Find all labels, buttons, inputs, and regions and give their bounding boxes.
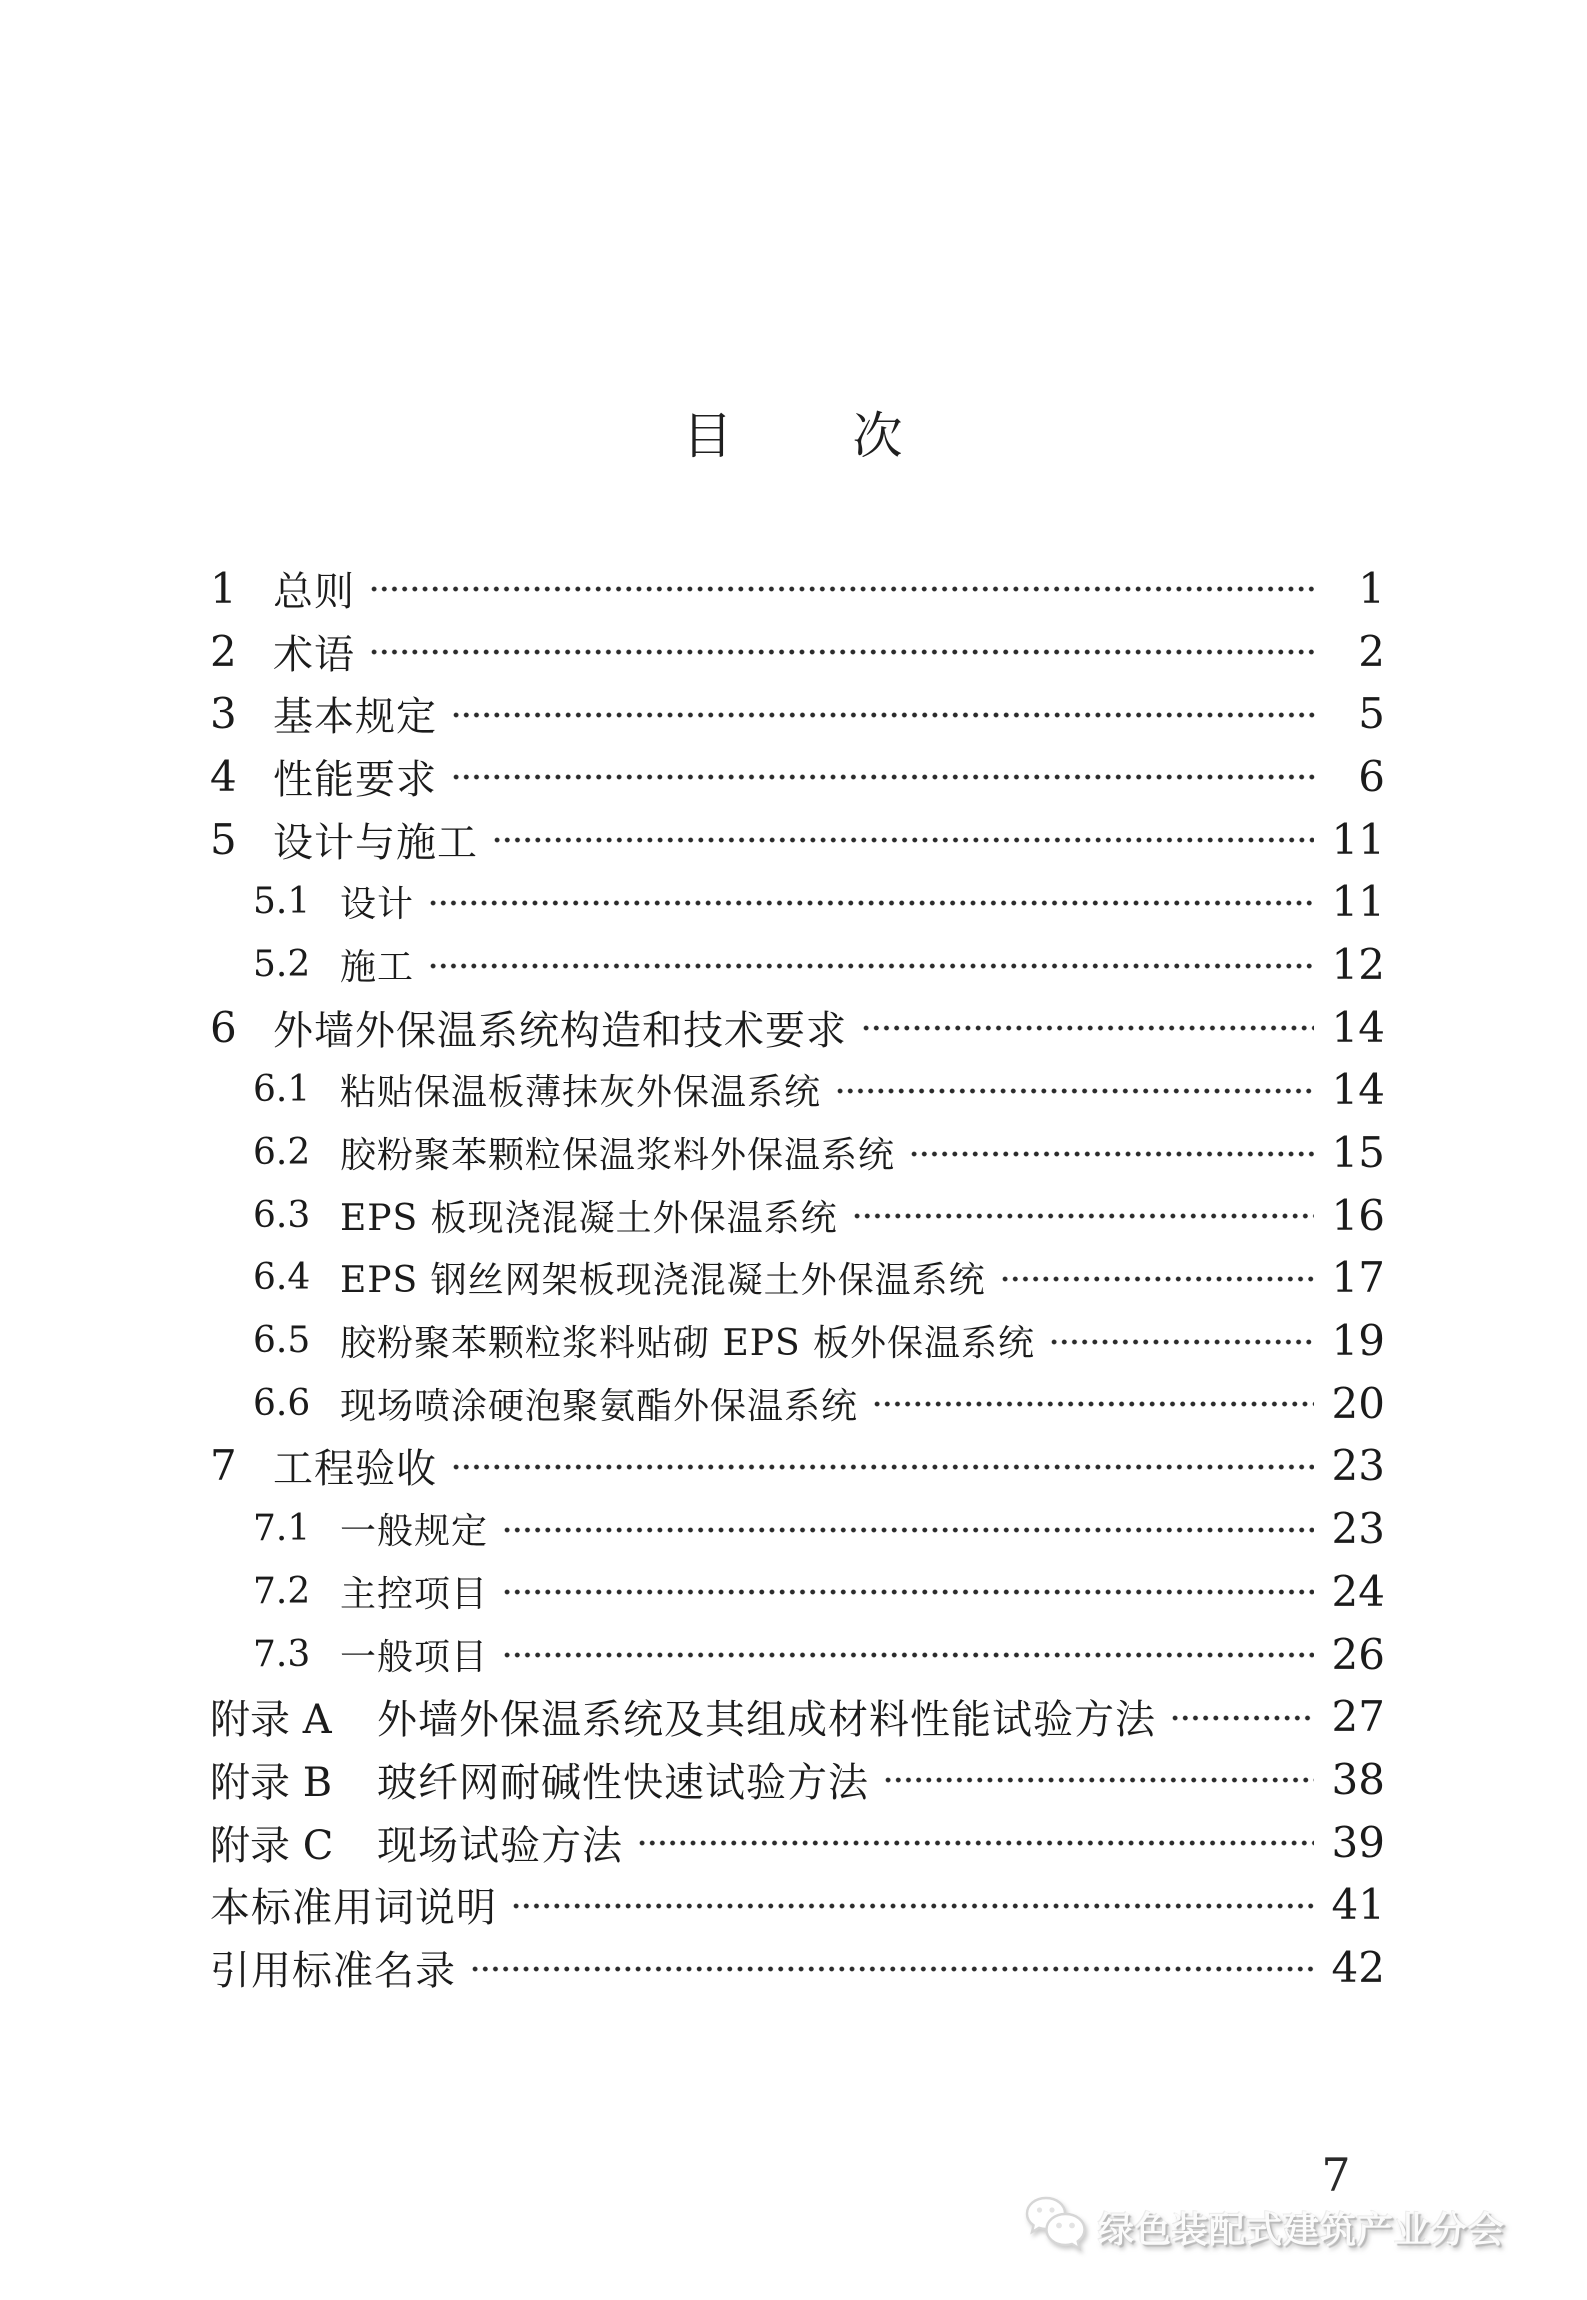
page-title: 目 次 — [682, 407, 905, 465]
dot-leader — [883, 1748, 1314, 1811]
dot-leader — [369, 557, 1315, 620]
toc-entry — [210, 620, 1385, 683]
toc-entry-page: 38 — [1331, 1754, 1385, 1804]
toc-entry-page: 12 — [1331, 939, 1385, 989]
toc-entry-title: 设计与施工 — [273, 819, 478, 866]
dot-leader — [861, 996, 1314, 1059]
toc-entry-title: 胶粉聚苯颗粒浆料贴砌 EPS 板外保温系统 — [340, 1323, 1036, 1365]
toc-entry-number: 5 — [210, 814, 237, 864]
toc-entry-title: EPS 板现浇混凝土外保温系统 — [340, 1197, 838, 1239]
toc-entry — [210, 1748, 1385, 1811]
toc-entry-title: 工程验收 — [273, 1446, 437, 1493]
toc-entry-page: 20 — [1331, 1378, 1385, 1428]
toc-entry-title: 本标准用词说明 — [210, 1885, 497, 1932]
toc-entry-number: 5.1 — [253, 881, 311, 923]
toc-entry-number: 7.3 — [253, 1633, 311, 1675]
toc-entry-title: 胶粉聚苯颗粒保温浆料外保温系统 — [340, 1135, 896, 1177]
toc-entry-number: 1 — [210, 563, 237, 613]
toc-entry-number: 6.1 — [253, 1069, 311, 1111]
toc-entry-page: 41 — [1331, 1880, 1385, 1930]
dot-leader — [852, 1184, 1314, 1247]
toc-entry-number: 3 — [210, 689, 237, 739]
toc-entry-page: 14 — [1331, 1002, 1385, 1052]
dot-leader — [909, 1121, 1314, 1184]
dot-leader — [451, 1435, 1314, 1498]
toc-entry-number: 2 — [210, 626, 237, 676]
toc-entry — [210, 808, 1385, 871]
watermark-text: 绿色装配式建筑产业分会 — [1098, 2208, 1506, 2250]
toc-entry-number: 6.6 — [253, 1382, 311, 1424]
toc-entry-title: 现场试验方法 — [377, 1822, 623, 1869]
toc-entry-title: 外墙外保温系统构造和技术要求 — [273, 1007, 847, 1054]
toc-entry-number: 7.1 — [253, 1508, 311, 1550]
toc-entry-number: 附录 C — [210, 1822, 334, 1869]
toc-entry — [210, 870, 1385, 933]
dot-leader — [451, 745, 1315, 808]
toc-entry — [210, 557, 1385, 620]
toc-entry — [210, 1372, 1385, 1435]
toc-entry — [210, 1497, 1385, 1560]
toc-entry-page: 14 — [1331, 1065, 1385, 1115]
toc-entry-page: 19 — [1331, 1316, 1385, 1366]
dot-leader — [511, 1873, 1314, 1936]
dot-leader — [637, 1811, 1314, 1874]
toc-entry-page: 23 — [1331, 1504, 1385, 1554]
toc-entry-page: 27 — [1331, 1692, 1385, 1742]
toc-entry-page: 24 — [1331, 1566, 1385, 1616]
toc-entry-page: 5 — [1358, 689, 1385, 739]
toc-entry-page: 39 — [1331, 1817, 1385, 1867]
dot-leader — [502, 1623, 1314, 1686]
toc-entry — [210, 682, 1385, 745]
toc-entry-title: EPS 钢丝网架板现浇混凝土外保温系统 — [340, 1260, 986, 1302]
toc-entry — [210, 1059, 1385, 1122]
toc-entry-number: 6.2 — [253, 1132, 311, 1174]
toc-entry-title: 一般规定 — [340, 1511, 489, 1553]
toc-entry-title: 粘贴保温板薄抹灰外保温系统 — [340, 1072, 822, 1114]
dot-leader — [1000, 1247, 1314, 1310]
dot-leader — [451, 682, 1315, 745]
toc-entry-title: 设计 — [340, 884, 415, 926]
toc-entry — [210, 1873, 1385, 1936]
toc-list — [210, 557, 1385, 1999]
toc-entry-number: 5.2 — [253, 943, 311, 985]
toc-entry-number: 4 — [210, 751, 237, 801]
toc-entry-title: 性能要求 — [273, 756, 437, 803]
dot-leader — [470, 1936, 1314, 1999]
toc-entry-page: 23 — [1331, 1441, 1385, 1491]
toc-entry — [210, 1184, 1385, 1247]
toc-entry-page: 11 — [1331, 814, 1385, 864]
dot-leader — [502, 1560, 1314, 1623]
dot-leader — [872, 1372, 1314, 1435]
toc-entry-page: 11 — [1331, 877, 1385, 927]
toc-entry-number: 附录 A — [210, 1697, 332, 1744]
toc-entry-number: 6.3 — [253, 1194, 311, 1236]
toc-entry-page: 16 — [1331, 1190, 1385, 1240]
toc-entry — [210, 1560, 1385, 1623]
wechat-icon — [1022, 2194, 1088, 2260]
toc-entry-title: 一般项目 — [340, 1636, 489, 1678]
toc-entry — [210, 1309, 1385, 1372]
toc-entry-number: 6.4 — [253, 1257, 311, 1299]
toc-entry — [210, 1685, 1385, 1748]
toc-entry-title: 主控项目 — [340, 1573, 489, 1615]
toc-entry-title: 玻纤网耐碱性快速试验方法 — [377, 1759, 869, 1806]
watermark — [1022, 2192, 1505, 2262]
toc-entry-number: 7 — [210, 1441, 237, 1491]
toc-entry — [210, 1623, 1385, 1686]
toc-entry — [210, 1247, 1385, 1310]
dot-leader — [1170, 1685, 1314, 1748]
toc-entry-page: 2 — [1358, 626, 1385, 676]
toc-entry-page: 6 — [1358, 751, 1385, 801]
toc-entry-page: 26 — [1331, 1629, 1385, 1679]
dot-leader — [1049, 1309, 1313, 1372]
toc-entry — [210, 745, 1385, 808]
toc-entry-page: 42 — [1331, 1942, 1385, 1992]
toc-entry-title: 现场喷涂硬泡聚氨酯外保温系统 — [340, 1385, 859, 1427]
page-number: 7 — [1321, 2148, 1351, 2202]
toc-entry — [210, 1811, 1385, 1874]
toc-entry-number: 7.2 — [253, 1570, 311, 1612]
dot-leader — [428, 870, 1314, 933]
toc-entry-number: 6 — [210, 1002, 237, 1052]
toc-entry-title: 术语 — [273, 631, 355, 678]
toc-entry-page: 17 — [1331, 1253, 1385, 1303]
toc-entry-title: 引用标准名录 — [210, 1947, 456, 1994]
dot-leader — [835, 1059, 1314, 1122]
toc-entry-title: 基本规定 — [273, 694, 437, 741]
dot-leader — [502, 1497, 1314, 1560]
toc-entry — [210, 1936, 1385, 1999]
toc-entry-page: 15 — [1331, 1128, 1385, 1178]
toc-entry-title: 外墙外保温系统及其组成材料性能试验方法 — [377, 1697, 1156, 1744]
toc-entry-title: 总则 — [273, 568, 355, 615]
toc-entry — [210, 1435, 1385, 1498]
toc-entry-number: 附录 B — [210, 1759, 333, 1806]
dot-leader — [428, 933, 1314, 996]
dot-leader — [492, 808, 1314, 871]
toc-entry — [210, 1121, 1385, 1184]
toc-entry — [210, 933, 1385, 996]
toc-entry-title: 施工 — [340, 946, 415, 988]
toc-entry-number: 6.5 — [253, 1320, 311, 1362]
dot-leader — [369, 620, 1315, 683]
toc-entry-page: 1 — [1358, 563, 1385, 613]
toc-entry — [210, 996, 1385, 1059]
